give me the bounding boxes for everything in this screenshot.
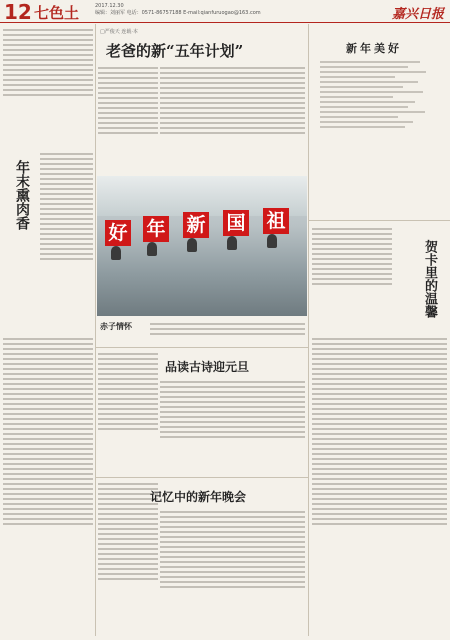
main-article-kicker: □严俊天 连载·本 <box>100 29 138 35</box>
photo-sign: 年 <box>143 216 169 242</box>
main-article-title: 老爸的新“五年计划” <box>106 42 244 60</box>
section-rule <box>96 347 308 348</box>
photo-sign: 国 <box>223 210 249 236</box>
left-feature-title: 年末熏肉香 <box>14 160 30 230</box>
header-contact: 编辑：刘丽军 电话：0571-86757188 E-mail:qianfuruogao@163.com <box>95 10 261 16</box>
page-number: 12 <box>4 0 32 24</box>
page-header <box>0 0 450 23</box>
main-photo <box>97 176 307 316</box>
column-rule <box>95 24 96 636</box>
middle-article-text-left <box>98 350 158 475</box>
main-article-text-bottom <box>150 320 305 344</box>
photo-sign: 新 <box>183 212 209 238</box>
left-column-text-lower <box>3 335 93 635</box>
column-rule <box>308 24 309 636</box>
middle-article-title: 品读古诗迎元旦 <box>165 360 250 374</box>
header-date: 2017.12.30 <box>95 3 124 9</box>
main-article-text-left <box>98 64 158 174</box>
section-name: 七色土 <box>34 4 80 22</box>
poem-text <box>320 58 445 218</box>
photo-caption: 赤子情怀 <box>100 321 132 331</box>
masthead: 嘉兴日报 <box>391 7 444 22</box>
bottom-article-text-left <box>98 480 158 635</box>
middle-article-text-right <box>160 378 305 475</box>
poem-title: 新年美好 <box>346 42 402 55</box>
left-feature-text <box>40 150 93 330</box>
main-article-text-right <box>160 64 305 174</box>
section-rule <box>309 220 450 221</box>
right-feature-title: 贺卡里的温馨 <box>422 240 437 318</box>
bottom-article-title: 记忆中的新年晚会 <box>150 490 247 504</box>
left-column-text <box>3 26 93 136</box>
header-info <box>95 3 315 17</box>
photo-sign: 祖 <box>263 208 289 234</box>
section-rule <box>96 477 308 478</box>
photo-sign: 好 <box>105 220 131 246</box>
right-feature-text-top <box>312 225 392 325</box>
bottom-article-text-right <box>160 508 305 635</box>
right-column-text <box>312 335 447 635</box>
